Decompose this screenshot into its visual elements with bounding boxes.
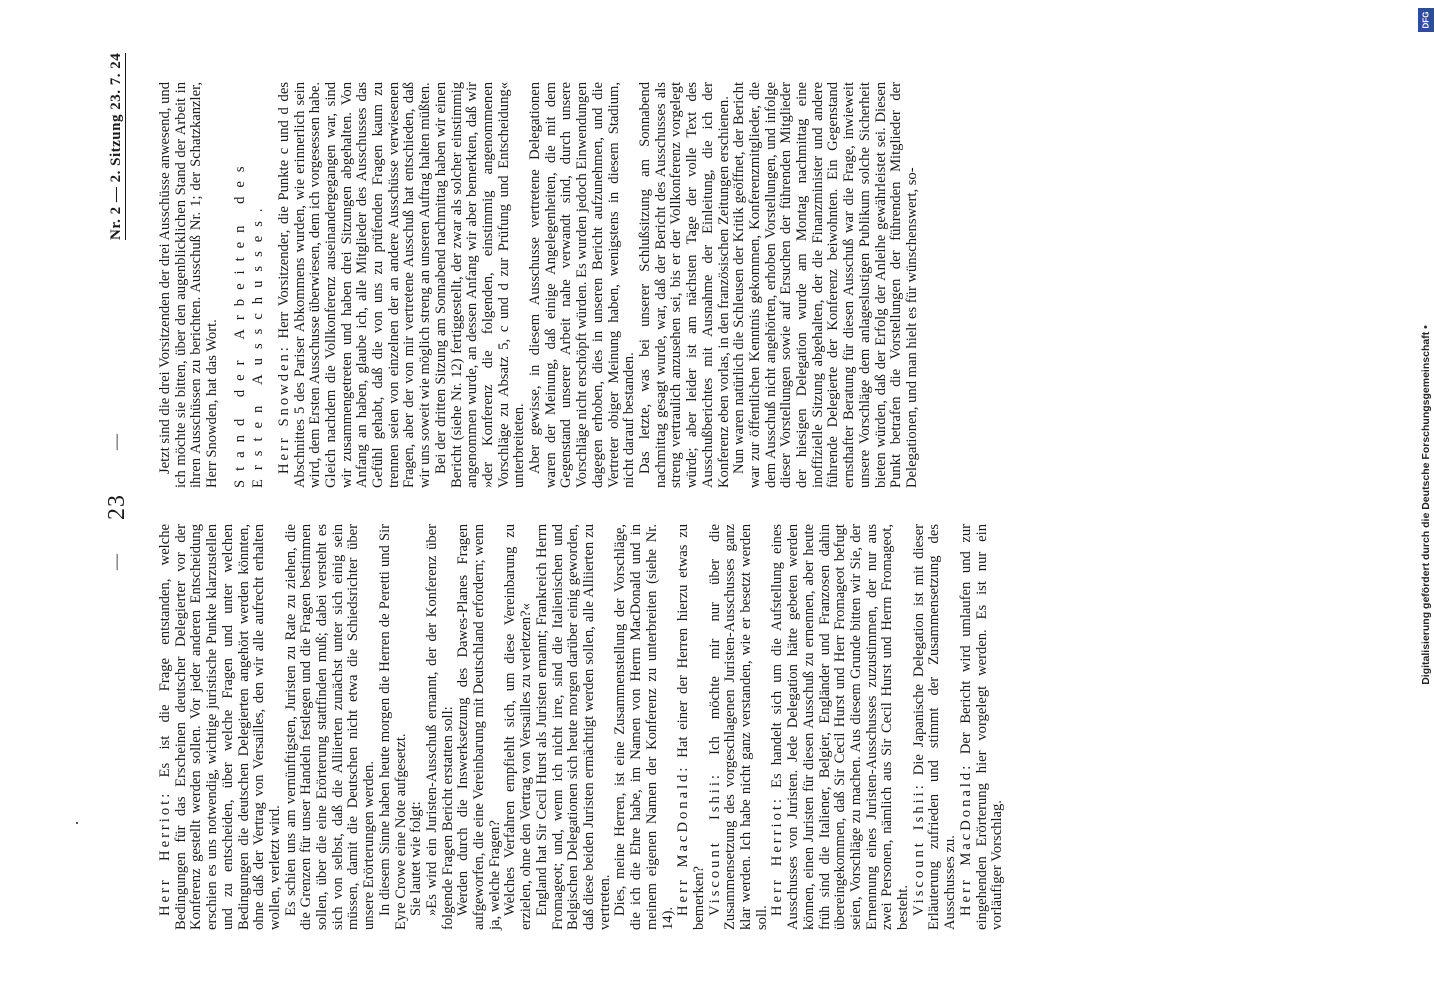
header-dash-left: — (108, 554, 125, 570)
paragraph-text: England hat Sir Cecil Hurst als Juristen ernannt; Frankreich Herrn Fromageot; und, wenn ich nicht irre, sind die Italienischen und Belgischen Delegationen sich heute morgen darüber einig geworden, daß diese beiden Juristen ermächtigt werden sollen, alle Alliierten zu vertreten. (533, 524, 613, 930)
right-column (158, 82, 986, 488)
paragraph-text: Ich möchte mir nur über die Zusammensetzung des vorgeschlagenen Juristen-Ausschusses ganz klar werden. Ich habe nicht ganz verstanden, wie er besetzt werden soll. (706, 524, 770, 930)
paragraph (535, 524, 614, 930)
paragraph (528, 82, 638, 488)
dfg-logo (1418, 8, 1434, 32)
paragraph-text: Aber gewisse, in diesem Ausschusse vertretene Delegationen waren der Meinung, daß einige Angelegenheiten, die mit dem Gegenstand unserer Arbeit nahe verwandt sind, durch unsere Vorschläge nicht erschöpft würden. Es wurden jedoch Einwendungen dagegen erhoben, dies in unseren Bericht aufzunehmen, und die Vertreter obiger Meinung haben, wenigstens in diesem Stadium, nicht darauf bestanden. (527, 82, 638, 488)
paragraph-text: Es handelt sich um die Aufstellung eines Ausschusses von Juristen. Jede Delegation hätte gebeten werden können, einen Juristen für diesen Ausschuß zu ernennen, aber heute früh sind die Italiener, Belgier, Engländer und Franzosen dahin übereingekommen, daß Sir Cecil Hurst und Herr Fromageot befugt seien, Vorschläge zu machen. Aus diesem Grunde bitten wir Sie, der Ernennung eines Juristen-Ausschusses zuzustimmen, der nur aus zwei Personen, nämlich aus Sir Cecil Hurst und Herrn Fromageot, besteht. (769, 524, 912, 930)
speaker-name: Herr Herriot: (157, 790, 173, 916)
speaker-name: Viscount Ishii: (910, 782, 927, 916)
speaker-name: Herr MacDonald: (675, 764, 692, 916)
paragraph (425, 524, 456, 930)
dfg-logo-text: DFG (1421, 11, 1431, 29)
paragraph (284, 524, 378, 930)
paragraph (158, 82, 221, 488)
paragraph-text: Der Bericht wird umlaufen und zur eingehenden Erörterung hier vorgelegt werden. Es ist nur ein vorläufiger Vorschlag. (957, 523, 1006, 930)
paragraph (409, 524, 425, 930)
paragraph-text: Sie lautet wie folgt: (408, 801, 425, 916)
paragraph (708, 524, 771, 930)
speaker-name: Herr Snowden: (275, 344, 292, 474)
paragraph (959, 524, 1006, 930)
paragraph (503, 524, 534, 930)
paragraph (732, 82, 920, 488)
paragraph-text: Es ist die Frage entstanden, welche Bedingungen für das Erscheinen deutscher Delegierter vor der Konferenz gestellt werden sollen. Vor jeder anderen Entscheidung erschien es uns notwendig, wichtige juristische Punkte klarzustellen und zu entscheiden, über welche Fragen und unter welchen Bedingungen die deutschen Delegierten angehört werden könnten, ohne daß der Vertrag von Versailles, den wir alle aufrecht erhalten wollen, verletzt wird. (157, 524, 283, 930)
page-number: 23 (104, 494, 130, 520)
digitization-credit: Digitalisierung gefördert durch die Deutsche Forschungsgemeinschaft • (1420, 325, 1432, 685)
paragraph (158, 524, 284, 930)
paragraph (676, 524, 707, 930)
paragraph-text: Nun waren natürlich die Schleusen der Kritik geöffnet, der Bericht war zur öffentlichen Kenntnis gekommen, Konferenzmitglieder, die dem Ausschuß nicht angehörten, erhoben Vorstellungen, und infolge dieser Vorstellungen sowie auf Ersuchen der führenden Mitglieder der hiesigen Delegation wurde am Montag nachmittag eine inoffizielle Sitzung abgehalten, der die Finanzminister und andere führende Delegierte der Konferenz beiwohnten. Ein Gegenstand ernsthafter Beratung für diesen Ausschuß war die Frage, inwieweit unsere Vorschläge dem anlageslustigen Publikum solche Sicherheit bieten würden, daß der Erfolg der Anleihe gewährleistet sei. Diesen Punkt betrafen die Vorstellungen der führenden Mitglieder der Delegationen, und man hielt es für wünschenswert, so- (731, 82, 920, 488)
paragraph (277, 82, 434, 488)
speaker-name: Herr Herriot: (769, 796, 786, 916)
rotated-page-content (50, 0, 1410, 940)
paragraph-text: »Es wird ein Juristen-Ausschuß ernannt, der der Konferenz über folgende Fragen Bericht erstatten soll: (423, 524, 456, 930)
paragraph-text: Werden durch die Inswerksetzung des Dawes-Planes Fragen aufgeworfen, die eine Vereinbarung mit Deutschland erfordern; wenn ja, welche Fragen? (455, 524, 503, 930)
paragraph (456, 524, 503, 930)
running-head: Nr. 2 — 2. Sitzung 23. 7. 24 (108, 52, 124, 240)
paragraph-text: Herr Vorsitzender, die Punkte c und d des Abschnittes 5 des Pariser Abkommens wurden, wie erinnerlich sein wird, dem Ersten Ausschusse überwiesen, dem ich vorgesessen habe. Gleich nachdem die Vollkonferenz auseinandergegangen war, sind wir zusammengetreten und haben drei Sitzungen abgehalten. Von Anfang an haben, glaube ich, alle Mitglieder des Ausschusses das Gefühl gehabt, daß die von uns zu prüfenden Fragen kaum zu trennen seien von einzelnen der an andere Ausschüsse verwiesenen Fragen, aber der von mir vertretene Ausschuß hat entschieden, daß wir uns soweit wie möglich streng an unseren Auftrag halten müßten. (275, 82, 434, 488)
paragraph-text: Hat einer der Herren hierzu etwas zu bemerken? (675, 524, 707, 930)
header-dash-right: — (108, 434, 125, 450)
paragraph-text: Das letzte, was bei unserer Schlußsitzung am Sonnabend nachmittag gesagt wurde, war, daß der Bericht des Ausschusses als streng vertraulich anzusehen sei, bis er der Vollkonferenz vorgelegt würde; aber leider ist am nächsten Tage der volle Text des Ausschußberichtes mit Ausnahme der Einleitung, die ich der Konferenz eben vorlas, in den französischen Zeitungen erschienen. (636, 82, 732, 488)
section-heading: Stand der Arbeiten des Ersten Ausschusses. (231, 157, 266, 488)
left-column (157, 523, 1006, 930)
paragraph (613, 524, 676, 930)
paragraph-text: Die Japanische Delegation ist mit dieser Erläuterung zufrieden und stimmt der Zusammensetzung des Ausschusses zu. (910, 523, 959, 930)
paragraph-text: Es schien uns am vernünftigsten, Juristen zu Rate zu ziehen, die die Grenzen für unser Handeln festlegen und die Fragen bestimmen sollen, über die eine Erörterung stattfinden muß; dabei versteht es sich von selbst, daß die Alliierten zunächst unter sich einig sein müssen, damit die Deutschen nicht etwa die Schiedsrichter über unsere Erörterungen werden. (282, 524, 378, 930)
scan-speck (76, 822, 78, 824)
paragraph (434, 82, 528, 488)
speaker-name: Viscount Ishii: (706, 772, 723, 916)
paragraph-text: Welches Verfahren empfiehlt sich, um diese Vereinbarung zu erzielen, ohne den Vertrag von Versailles zu verletzen?« (502, 524, 535, 930)
page-header (104, 0, 132, 940)
paragraph (912, 524, 959, 930)
paragraph (770, 524, 911, 930)
paragraph-text: In diesem Sinne haben heute morgen die Herren de Peretti und Sir Eyre Crowe eine Note aufgesetzt. (376, 524, 409, 930)
paragraph-text: Dies, meine Herren, ist eine Zusammenstellung der Vorschläge, die ich die Ehre habe, im Namen von Herrn MacDonald und in meinem eigenen Namen der Konferenz zu unterbreiten (siehe Nr. 14). (612, 524, 676, 930)
paragraph-text: Jetzt sind die drei Vorsitzenden der drei Ausschüsse anwesend, und ich möchte sie bitten, über den augenblicklichen Stand der Arbeit in ihren Ausschüssen zu berichten. Ausschuß Nr. 1; der Schatzkanzler, Herr Snowden, hat das Wort. (157, 82, 221, 488)
paragraph (638, 82, 732, 488)
speaker-name: Herr MacDonald: (957, 762, 974, 916)
paragraph-text: Bei der dritten Sitzung am Sonnabend nachmittag haben wir einen Bericht (siehe Nr. 12) fertiggestellt, der zwar als solcher einstimmig angenommen wurde, an dessen Anfang wir aber bemerkten, daß wir »der Konferenz die folgenden, einstimmig angenommenen Vorschläge zu Absatz 5, c und d zur Prüfung und Entscheidung« unterbreiteten. (432, 82, 528, 488)
paragraph (378, 524, 409, 930)
